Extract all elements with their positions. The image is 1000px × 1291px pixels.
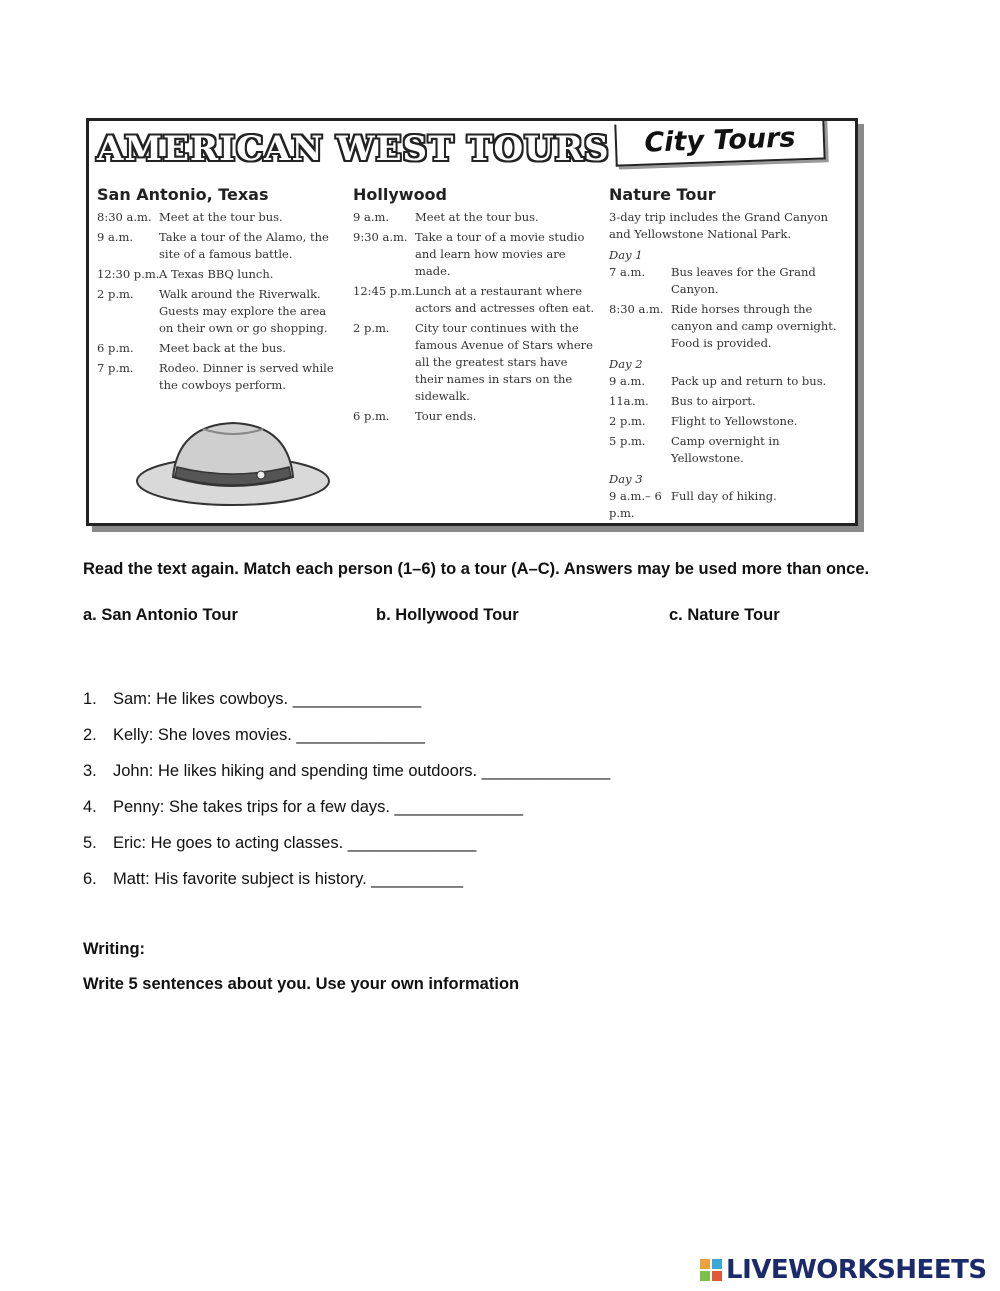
- question-item[interactable]: 4. Penny: She takes trips for a few days. ______________: [83, 798, 524, 816]
- schedule-row: 2 p.m. City tour continues with the famous Avenue of Stars where all the greatest stars have their names in stars on the sidewalk.: [353, 321, 593, 403]
- nature-tour-column: [609, 185, 849, 525]
- schedule-row: 6 p.m. Meet back at the bus.: [97, 341, 286, 355]
- option-b: b. Hollywood Tour: [376, 606, 519, 624]
- writing-heading: Writing:: [83, 940, 146, 958]
- option-c: c. Nature Tour: [669, 606, 780, 624]
- schedule-row: 2 p.m. Flight to Yellowstone.: [609, 414, 798, 428]
- schedule-row: 5 p.m. Camp overnight in Yellowstone.: [609, 434, 780, 465]
- poster-title: AMERICAN WEST TOURS: [97, 129, 610, 169]
- question-text: Matt: His favorite subject is history. __________: [113, 870, 464, 888]
- question-item[interactable]: 1. Sam: He likes cowboys. ______________: [83, 690, 422, 708]
- column-heading: Nature Tour: [609, 185, 716, 204]
- cowboy-hat-icon: [133, 415, 333, 515]
- question-item[interactable]: 2. Kelly: She loves movies. ______________: [83, 726, 425, 744]
- city-tours-badge: City Tours: [614, 118, 825, 167]
- column-heading: San Antonio, Texas: [97, 185, 269, 204]
- schedule-row: 9:30 a.m. Take a tour of a movie studio and learn how movies are made.: [353, 230, 585, 278]
- question-item[interactable]: 6. Matt: His favorite subject is history. __________: [83, 870, 464, 888]
- logo-block: [712, 1271, 722, 1281]
- schedule-row: 9 a.m.– 6 p.m. Full day of hiking.: [609, 489, 777, 520]
- schedule-row: 2 p.m. Walk around the Riverwalk. Guests may explore the area on their own or go shopping.: [97, 287, 328, 335]
- question-text: Eric: He goes to acting classes. ______________: [113, 834, 477, 852]
- day-label: Day 1: [609, 248, 643, 262]
- question-item[interactable]: 3. John: He likes hiking and spending time outdoors. ______________: [83, 762, 611, 780]
- schedule-row: 7 p.m. Rodeo. Dinner is served while the cowboys perform.: [97, 361, 334, 392]
- schedule-row: 9 a.m. Meet at the tour bus.: [353, 210, 539, 224]
- logo-block: [700, 1271, 710, 1281]
- schedule-row: 8:30 a.m. Meet at the tour bus.: [97, 210, 283, 224]
- logo-text: LIVEWORKSHEETS: [726, 1255, 987, 1285]
- question-list: [83, 688, 610, 904]
- schedule-row: 8:30 a.m. Ride horses through the canyon and camp overnight. Food is provided.: [609, 302, 837, 350]
- logo-block: [700, 1259, 710, 1269]
- instructions: Read the text again. Match each person (1–6) to a tour (A–C). Answers may be used more than once.: [83, 560, 870, 578]
- liveworksheets-logo[interactable]: [700, 1254, 987, 1286]
- schedule-row: 12:30 p.m. A Texas BBQ lunch.: [97, 267, 274, 281]
- writing-prompt: Write 5 sentences about you. Use your own information: [83, 975, 520, 993]
- schedule-row: 12:45 p.m. Lunch at a restaurant where actors and actresses often eat.: [353, 284, 595, 315]
- question-text: Kelly: She loves movies. ______________: [113, 726, 425, 744]
- column-heading: Hollywood: [353, 185, 447, 204]
- option-a: a. San Antonio Tour: [83, 606, 238, 624]
- schedule-row: 11a.m. Bus to airport.: [609, 394, 756, 408]
- schedule-row: 7 a.m. Bus leaves for the Grand Canyon.: [609, 265, 816, 296]
- tour-options: [83, 606, 883, 630]
- question-text: Sam: He likes cowboys. ______________: [113, 690, 422, 708]
- logo-block: [712, 1259, 722, 1269]
- logo-blocks-icon: [700, 1259, 722, 1281]
- schedule-row: 9 a.m. Take a tour of the Alamo, the site of a famous battle.: [97, 230, 329, 261]
- hollywood-column: [353, 185, 598, 428]
- day-label: Day 2: [609, 357, 643, 371]
- schedule-row: 6 p.m. Tour ends.: [353, 409, 477, 423]
- question-item[interactable]: 5. Eric: He goes to acting classes. ______________: [83, 834, 477, 852]
- schedule-row: 9 a.m. Pack up and return to bus.: [609, 374, 827, 388]
- question-text: Penny: She takes trips for a few days. ______________: [113, 798, 524, 816]
- question-text: John: He likes hiking and spending time outdoors. ______________: [113, 762, 611, 780]
- nature-intro: 3-day trip includes the Grand Canyon and Yellowstone National Park.: [609, 210, 829, 241]
- day-label: Day 3: [609, 472, 643, 486]
- tour-poster: [86, 118, 858, 526]
- san-antonio-column: [97, 185, 342, 397]
